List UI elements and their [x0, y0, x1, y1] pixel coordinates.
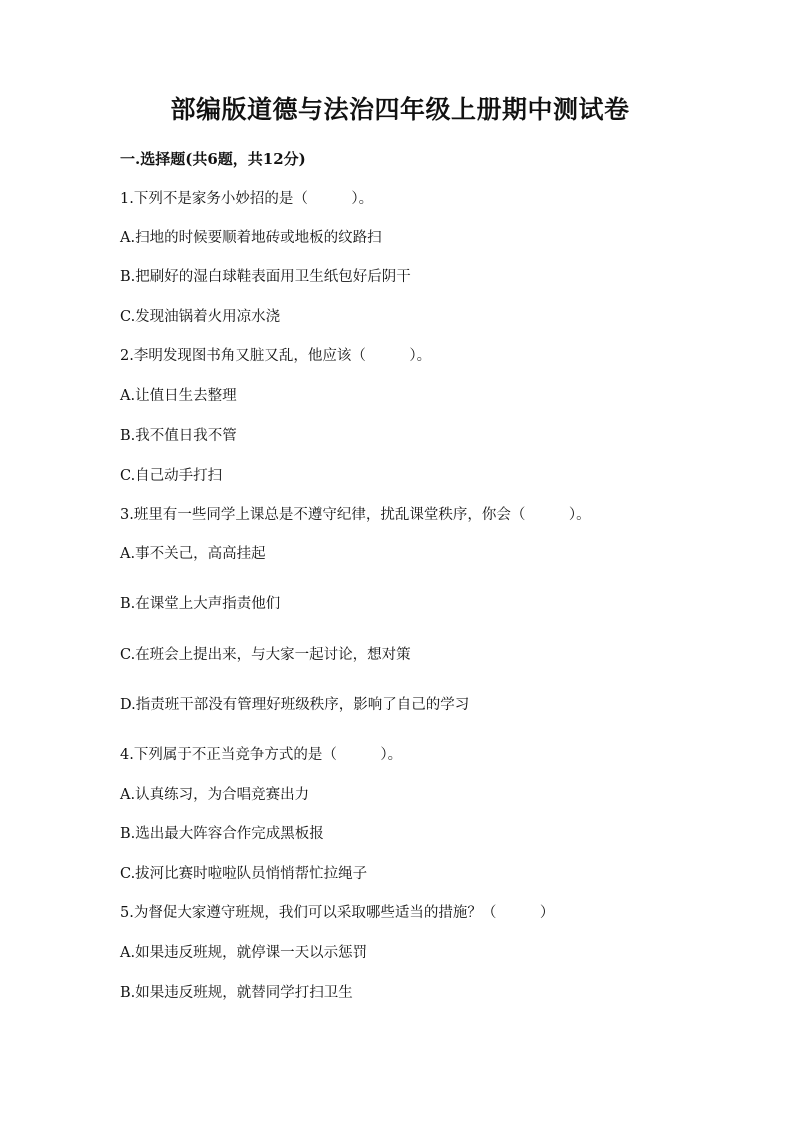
question-2-option-a: A.让值日生去整理 — [120, 388, 237, 404]
question-2-option-b: B.我不值日我不管 — [120, 428, 237, 444]
question-3-option-b: B.在课堂上大声指责他们 — [120, 596, 281, 612]
question-2-stem: 2.李明发现图书角又脏又乱，他应该（ ）。 — [120, 348, 432, 364]
question-4-option-a: A.认真练习，为合唱竞赛出力 — [120, 787, 310, 803]
question-1-option-a: A.扫地的时候要顺着地砖或地板的纹路扫 — [120, 230, 382, 246]
question-1-option-c: C.发现油锅着火用凉水浇 — [120, 309, 281, 325]
question-5-option-a: A.如果违反班规，就停课一天以示惩罚 — [120, 945, 368, 961]
question-4-option-b: B.选出最大阵容合作完成黑板报 — [120, 826, 324, 842]
question-1-option-b: B.把刷好的湿白球鞋表面用卫生纸包好后阴干 — [120, 269, 411, 285]
question-4-option-c: C.拔河比赛时啦啦队员悄悄帮忙拉绳子 — [120, 866, 368, 882]
question-3-stem: 3.班里有一些同学上课总是不遵守纪律，扰乱课堂秩序，你会（ ）。 — [120, 507, 591, 523]
question-1-stem: 1.下列不是家务小妙招的是（ ）。 — [120, 191, 374, 207]
question-3-option-a: A.事不关己，高高挂起 — [120, 546, 266, 562]
question-2-option-c: C.自己动手打扫 — [120, 468, 223, 484]
question-4-stem: 4.下列属于不正当竞争方式的是（ ）。 — [120, 747, 403, 763]
question-5-option-b: B.如果违反班规，就替同学打扫卫生 — [120, 985, 353, 1001]
question-3-option-c: C.在班会上提出来，与大家一起讨论，想对策 — [120, 647, 411, 663]
section-heading: 一.选择题(共6题，共12分) — [120, 150, 306, 168]
question-5-stem: 5.为督促大家遵守班规，我们可以采取哪些适当的措施？（ ） — [120, 905, 555, 921]
page-title: 部编版道德与法治四年级上册期中测试卷 — [170, 95, 630, 124]
question-3-option-d: D.指责班干部没有管理好班级秩序，影响了自己的学习 — [120, 697, 470, 713]
